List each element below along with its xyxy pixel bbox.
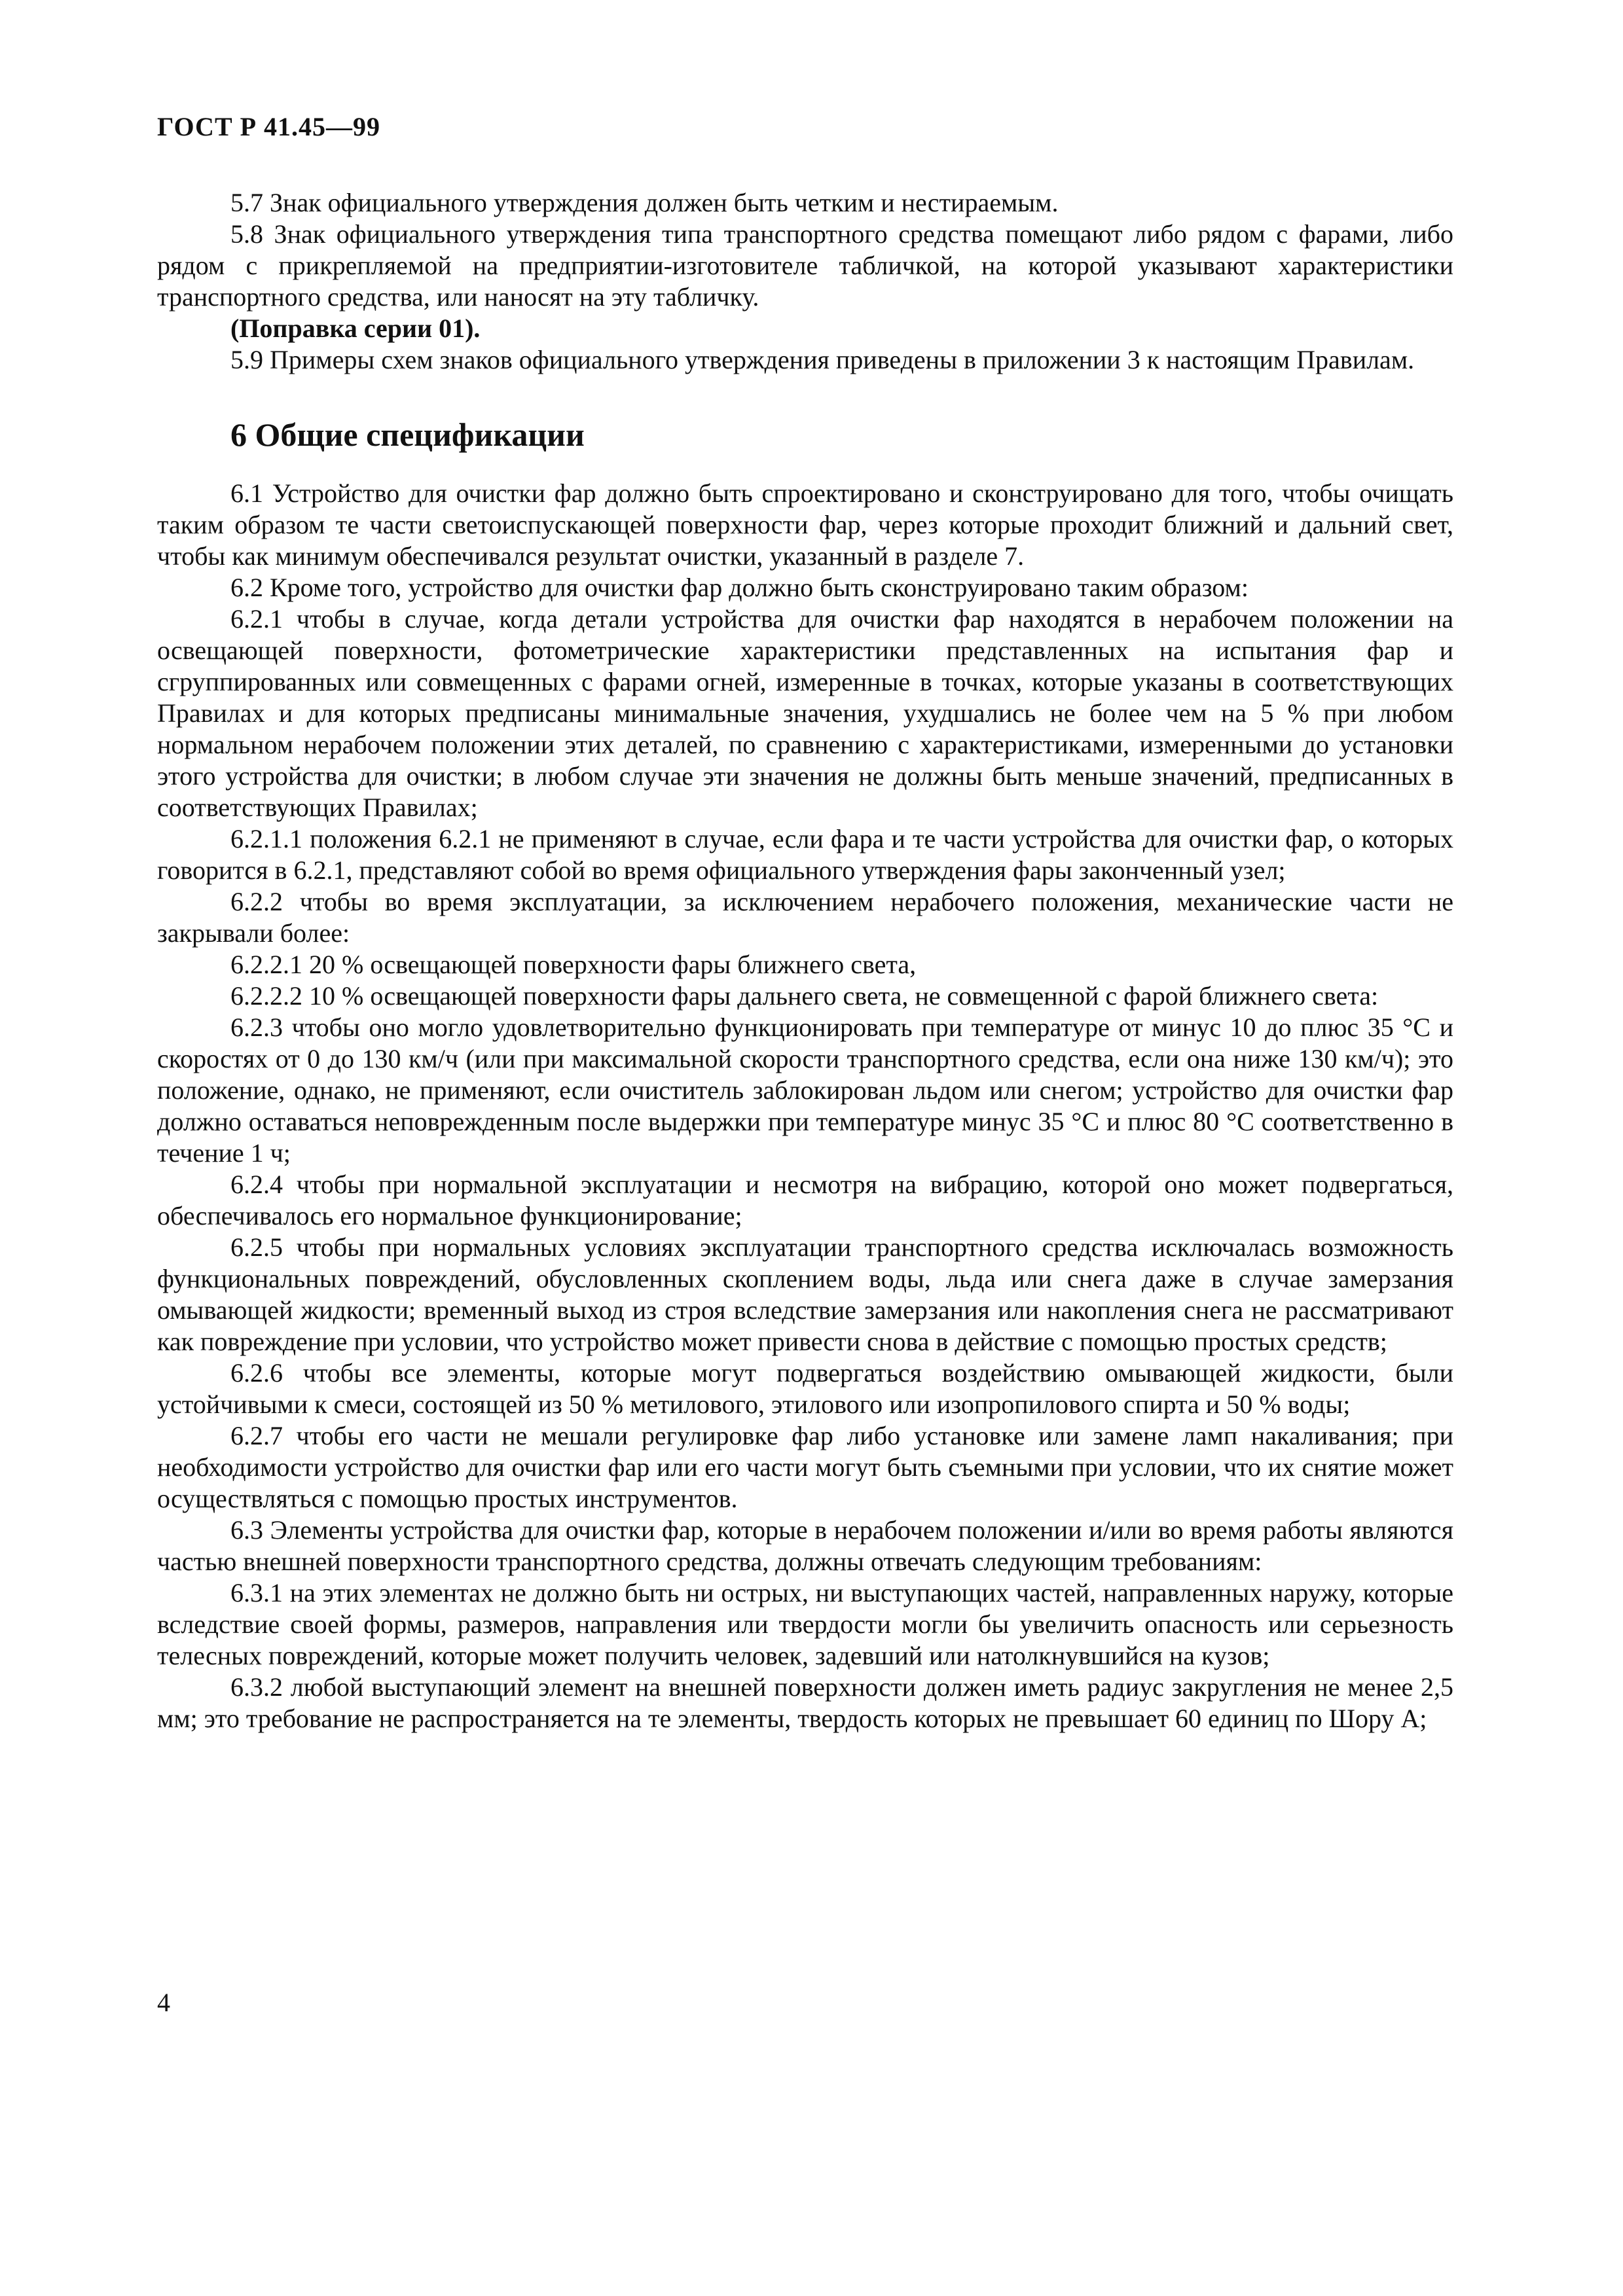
paragraph-6-2-5: 6.2.5 чтобы при нормальных условиях эксплуатации транспортного средства исключалась возможность функциональных повреждений, обусловленных скоплением воды, льда или снега даже в случае замерзания омывающей жидкости; временный выход из строя вследствие замерзания или накопления снега не рассматривают как повреждение при условии, что устройство может привести снова в действие с помощью простых средств; <box>157 1232 1453 1356</box>
paragraph-6-2-6: 6.2.6 чтобы все элементы, которые могут подвергаться воздействию омывающей жидкости, были устойчивыми к смеси, состоящей из 50 % метилового, этилового или изопропилового спирта и 50 % воды; <box>157 1358 1453 1419</box>
paragraph-6-2-1: 6.2.1 чтобы в случае, когда детали устройства для очистки фар находятся в нерабочем положении на освещающей поверхности, фотометрические характеристики представленных на испытания фар и сгруппированных или совмещенных с фарами огней, измеренные в точках, которые указаны в соответствующих Правилах и для которых предписаны минимальные значения, ухудшались не более чем на 5 % при любом нормальном нерабочем положении этих деталей, по сравнению с характеристиками, измеренными до установки этого устройства для очистки; в любом случае эти значения не должны быть меньше значений, предписанных в соответствующих Правилах; <box>157 604 1453 822</box>
paragraph-5-9: 5.9 Примеры схем знаков официального утверждения приведены в приложении 3 к настоящим Правилам. <box>230 345 1415 374</box>
document-body <box>157 187 1453 1734</box>
paragraph-6-1: 6.1 Устройство для очистки фар должно быть спроектировано и сконструировано для того, чтобы очищать таким образом те части светоиспускающей поверхности фар, через которые проходит ближний и дальний свет, чтобы как минимум обеспечивался результат очистки, указанный в разделе 7. <box>157 478 1453 571</box>
standard-header: ГОСТ Р 41.45—99 <box>157 112 381 141</box>
paragraph-6-2: 6.2 Кроме того, устройство для очистки фар должно быть сконструировано таким образом: <box>230 573 1249 602</box>
paragraph-5-8: 5.8 Знак официального утверждения типа транспортного средства помещают либо рядом с фарами, либо рядом с прикрепляемой на предприятии-изготовителе табличкой, на которой указывают характеристики транспортного средства, или наносят на эту табличку. <box>157 219 1453 312</box>
paragraph-6-2-4: 6.2.4 чтобы при нормальной эксплуатации и несмотря на вибрацию, которой оно может подвергаться, обеспечивалось его нормальное функционирование; <box>157 1170 1453 1230</box>
amendment-note: (Поправка серии 01). <box>230 314 481 343</box>
paragraph-6-3: 6.3 Элементы устройства для очистки фар, которые в нерабочем положении и/или во время работы являются частью внешней поверхности транспортного средства, должны отвечать следующим требованиям: <box>157 1515 1453 1576</box>
page-number: 4 <box>157 1988 170 2017</box>
paragraph-5-7: 5.7 Знак официального утверждения должен быть четким и нестираемым. <box>230 188 1059 217</box>
paragraph-6-2-2-2: 6.2.2.2 10 % освещающей поверхности фары дальнего света, не совмещенной с фарой ближнего света: <box>230 981 1379 1011</box>
paragraph-6-3-1: 6.3.1 на этих элементах не должно быть ни острых, ни выступающих частей, направленных наружу, которые вследствие своей формы, размеров, направления или твердости могли бы увеличить опасность или серьезность телесных повреждений, которые может получить человек, задевший или натолкнувшийся на кузов; <box>157 1578 1453 1670</box>
paragraph-6-2-3: 6.2.3 чтобы оно могло удовлетворительно функционировать при температуре от минус 10 до плюс 35 °С и скоростях от 0 до 130 км/ч (или при максимальной скорости транспортного средства, если она ниже 130 км/ч); это положение, однако, не применяют, если очиститель заблокирован льдом или снегом; устройство для очистки фар должно оставаться неповрежденным после выдержки при температуре минус 35 °С и плюс 80 °С соответственно в течение 1 ч; <box>157 1013 1453 1168</box>
paragraph-6-2-7: 6.2.7 чтобы его части не мешали регулировке фар либо установке или замене ламп накаливания; при необходимости устройство для очистки фар или его части могут быть съемными при условии, что их снятие может осуществляться с помощью простых инструментов. <box>157 1421 1453 1513</box>
paragraph-6-2-2-1: 6.2.2.1 20 % освещающей поверхности фары ближнего света, <box>230 950 917 979</box>
section-title: 6 Общие спецификации <box>230 416 585 453</box>
paragraph-6-2-2: 6.2.2 чтобы во время эксплуатации, за исключением нерабочего положения, механические части не закрывали более: <box>157 887 1453 948</box>
paragraph-6-3-2: 6.3.2 любой выступающий элемент на внешней поверхности должен иметь радиус закругления не менее 2,5 мм; это требование не распространяется на те элементы, твердость которых не превышает 60 единиц по Шору А; <box>157 1672 1453 1733</box>
paragraph-6-2-1-1: 6.2.1.1 положения 6.2.1 не применяют в случае, если фара и те части устройства для очистки фар, о которых говорится в 6.2.1, представляют собой во время официального утверждения фары законченный узел; <box>157 824 1453 885</box>
